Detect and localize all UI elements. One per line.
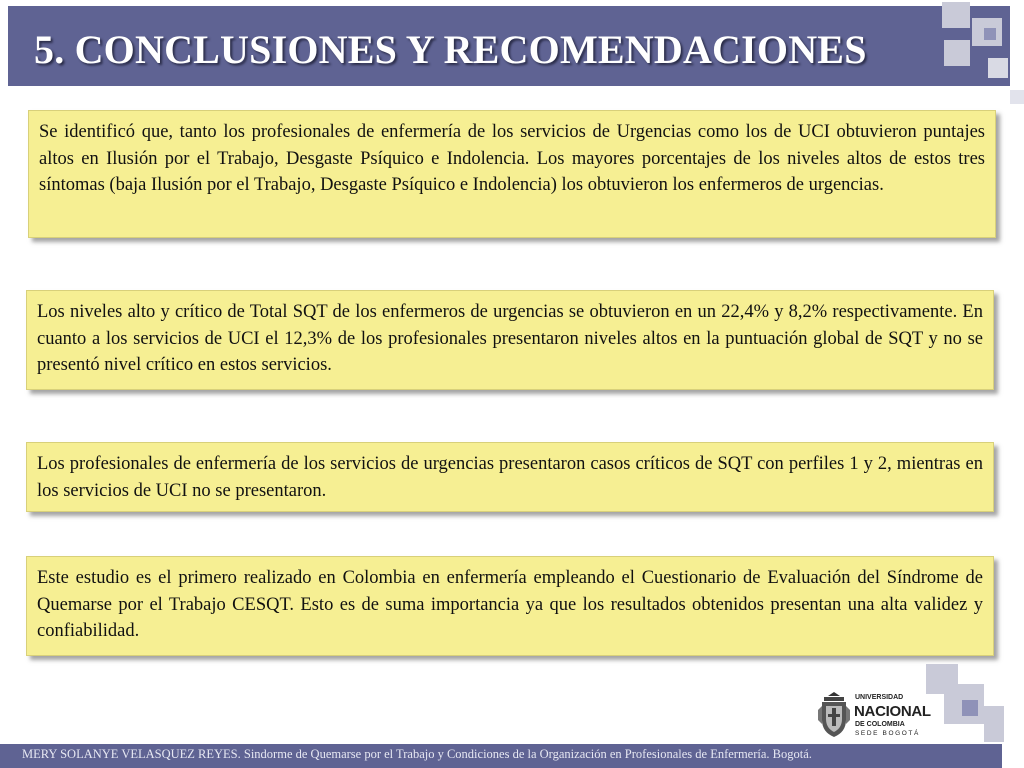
conclusion-text: Este estudio es el primero realizado en Colombia en enfermería empleando el Cuestionario de Evaluación del Síndrome de Quemarse por el Trabajo CESQT. Esto es de suma importancia ya que los resultados obtenidos presentan una alta validez y confiabilidad. [37,568,983,641]
conclusion-box-2 [26,290,994,390]
logo-text-nacional: NACIONAL [854,703,931,720]
decor-square [942,2,970,28]
logo-text-sede: SEDE BOGOTÁ [855,730,920,737]
conclusion-box-4 [26,556,994,656]
decor-square [984,706,1004,742]
slide-title: 5. CONCLUSIONES Y RECOMENDACIONES [34,27,867,72]
conclusion-text: Se identificó que, tanto los profesionales de enfermería de los servicios de Urgencias como los de UCI obtuvieron puntajes altos en Ilusión por el Trabajo, Desgaste Psíquico e Indolencia. Los mayores porcentajes de los niveles altos de estos tres síntomas (baja Ilusión por el Trabajo, Desgaste Psíquico e Indolencia) los obtuvieron los enfermeros de urgencias. [39,122,985,195]
decor-square [944,40,970,66]
decor-square [1010,90,1024,104]
coat-of-arms-icon [816,690,852,740]
conclusion-box-3 [26,442,994,512]
university-logo [816,690,940,742]
decor-square [984,28,996,40]
logo-text-de-colombia: DE COLOMBIA [855,721,905,728]
decor-square [962,700,978,716]
title-bar [8,6,1010,86]
footer-bar [0,744,1002,768]
conclusion-text: Los profesionales de enfermería de los servicios de urgencias presentaron casos críticos de SQT con perfiles 1 y 2, mientras en los servicios de UCI no se presentaron. [37,454,983,501]
logo-text-universidad: UNIVERSIDAD [855,694,904,701]
decor-square [988,58,1008,78]
conclusion-text: Los niveles alto y crítico de Total SQT de los enfermeros de urgencias se obtuvieron en un 22,4% y 8,2% respectivamente. En cuanto a los servicios de UCI el 12,3% de los profesionales presentaron niveles altos en la puntuación global de SQT y no se presentó nivel crítico en estos servicios. [37,302,983,375]
conclusion-box-1 [28,110,996,238]
footer-citation: MERY SOLANYE VELASQUEZ REYES. Sindorme de Quemarse por el Trabajo y Condiciones de la Organización en Profesionales de Enfermería. Bogotá. [22,747,812,761]
